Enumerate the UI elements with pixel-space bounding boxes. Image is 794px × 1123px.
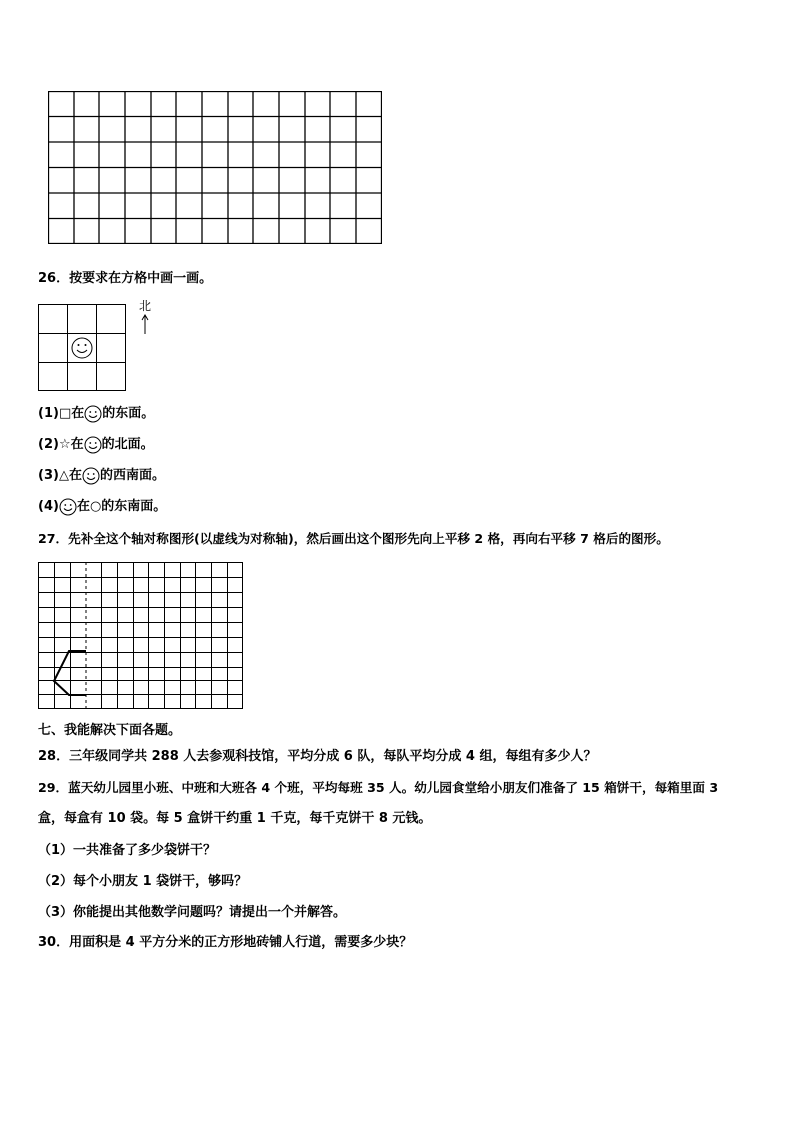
smiley-face-icon	[84, 405, 102, 423]
q26-item-4: (4) 在○的东南面。	[38, 499, 167, 514]
smiley-face-icon	[82, 467, 100, 485]
q26-grid	[38, 304, 128, 392]
q29-line-1: 29．蓝天幼儿园里小班、中班和大班各 4 个班，平均每班 35 人。幼儿园食堂给小朋友们准备了 15 箱饼干，每箱里面 3	[38, 780, 719, 795]
q28-text: 28．三年级同学共 288 人去参观科技馆，平均分成 6 队，每队平均分成 4 组，每组有多少人？	[38, 749, 597, 764]
q29-sub-2: （2）每个小朋友 1 袋饼干，够吗？	[38, 874, 248, 889]
q29-sub-1: （1）一共准备了多少袋饼干？	[38, 843, 217, 858]
q26-item-2: (2) ☆ 在 的北面。	[38, 437, 154, 452]
smiley-face-icon	[84, 436, 102, 454]
triangle-icon: △	[58, 468, 69, 483]
q27-title: 27．先补全这个轴对称图形(以虚线为对称轴)，然后画出这个图形先向上平移 2 格，再向右平移 7 格后的图形。	[38, 531, 669, 546]
q27-grid	[38, 562, 244, 710]
q29-sub-3: （3）你能提出其他数学问题吗？请提出一个并解答。	[38, 905, 347, 920]
smiley-face-icon	[59, 498, 77, 516]
square-icon: □	[58, 406, 72, 421]
star-icon: ☆	[58, 437, 71, 452]
q26-item-1: (1) □ 在 的东面。	[38, 406, 155, 421]
q26-title: 26．按要求在方格中画一画。	[38, 271, 213, 286]
compass-north	[137, 300, 153, 336]
top-answer-grid	[48, 91, 382, 244]
north-arrow-icon	[137, 313, 153, 335]
q26-item-3: (3) △ 在 的西南面。	[38, 468, 165, 483]
section-7-heading: 七、我能解决下面各题。	[38, 723, 182, 738]
compass-north-label: 北	[138, 299, 151, 313]
q29-line-2: 盒，每盒有 10 袋。每 5 盒饼干约重 1 千克，每千克饼干 8 元钱。	[38, 811, 432, 826]
smiley-face-icon	[72, 338, 92, 358]
q30-text: 30．用面积是 4 平方分米的正方形地砖铺人行道，需要多少块？	[38, 935, 413, 950]
